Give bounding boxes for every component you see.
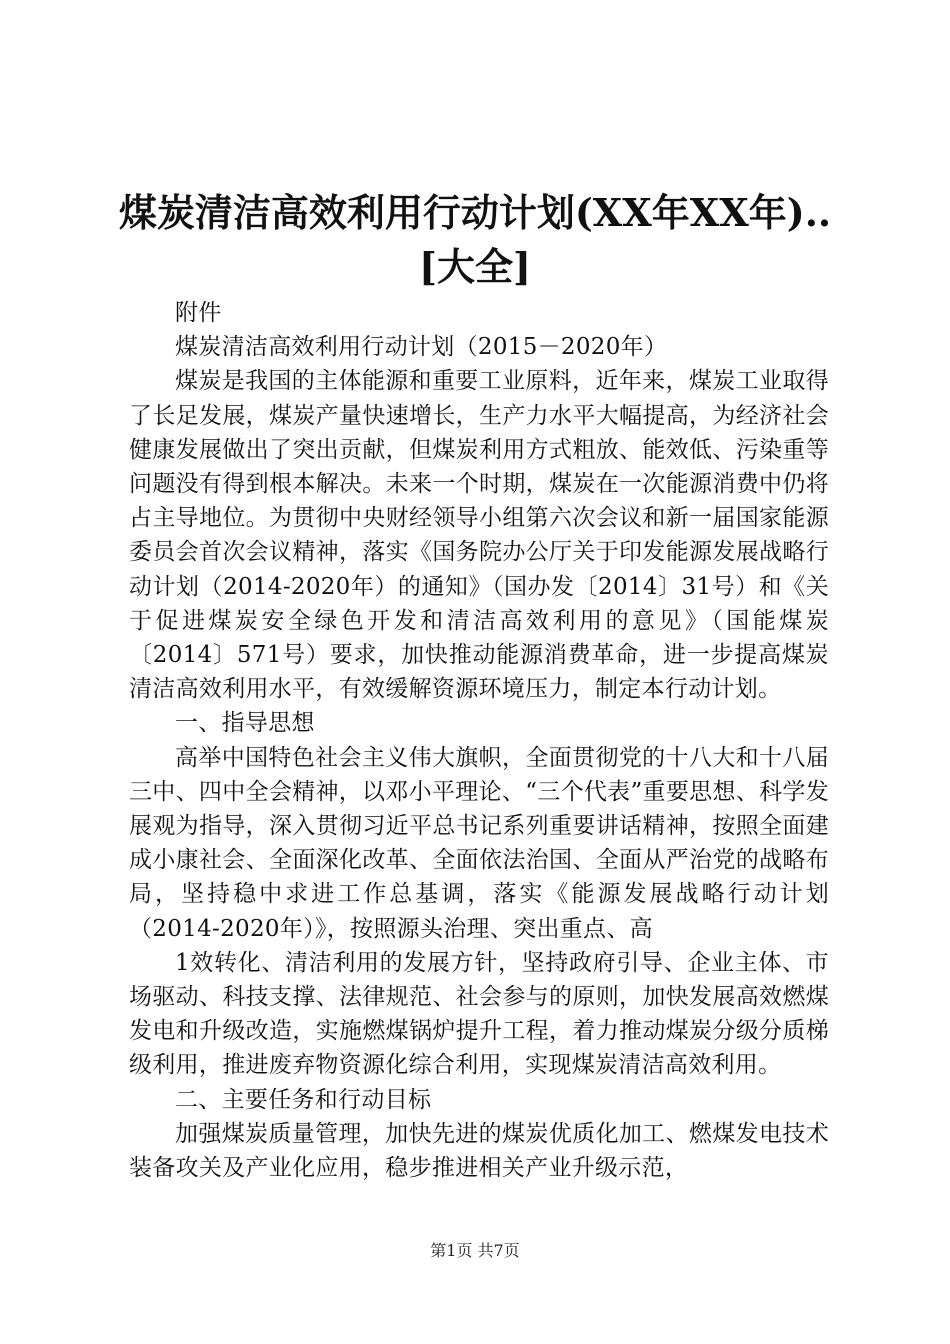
- paragraph-guiding-ideology-continued: 1效转化、清洁利用的发展方针，坚持政府引导、企业主体、市场驱动、科技支撑、法律规范、社会参与的原则，加快发展高效燃煤发电和升级改造，实施燃煤锅炉提升工程，着力推动煤炭分级分质梯级利用，推进废弃物资源化综合利用，实现煤炭清洁高效利用。: [129, 949, 829, 1079]
- paragraph-plan-title: 煤炭清洁高效利用行动计划（2015－2020年）: [175, 334, 668, 361]
- document-body: [129, 296, 829, 1185]
- section-heading-main-tasks: 二、主要任务和行动目标: [175, 1086, 432, 1113]
- paragraph-guiding-ideology: 高举中国特色社会主义伟大旗帜，全面贯彻党的十八大和十八届三中、四中全会精神，以邓小平理论、“三个代表”重要思想、科学发展观为指导，深入贯彻习近平总书记系列重要讲话精神，按照全面建成小康社会、全面深化改革、全面依法治国、全面从严治党的战略布局，坚持稳中求进工作总基调，落实《能源发展战略行动计划（2014-2020年）》，按照源头治理、突出重点、高: [129, 744, 829, 942]
- paragraph-main-tasks: 加强煤炭质量管理，加快先进的煤炭优质化加工、燃煤发电技术装备攻关及产业化应用，稳步推进相关产业升级示范，: [129, 1120, 829, 1182]
- page-footer: 第1页 共7页: [430, 1241, 520, 1260]
- section-heading-guiding-ideology: 一、指导思想: [175, 710, 315, 737]
- document-title: 煤炭清洁高效利用行动计划(XX年XX年)..[大全]: [118, 190, 832, 289]
- paragraph-introduction: 煤炭是我国的主体能源和重要工业原料，近年来，煤炭工业取得了长足发展，煤炭产量快速增长，生产力水平大幅提高，为经济社会健康发展做出了突出贡献，但煤炭利用方式粗放、能效低、污染重等问题没有得到根本解决。未来一个时期，煤炭在一次能源消费中仍将占主导地位。为贯彻中央财经领导小组第六次会议和新一届国家能源委员会首次会议精神，落实《国务院办公厅关于印发能源发展战略行动计划（2014-2020年）的通知》（国办发〔2014〕31号）和《关于促进煤炭安全绿色开发和清洁高效利用的意见》（国能煤炭〔2014〕571号）要求，加快推动能源消费革命，进一步提高煤炭清洁高效利用水平，有效缓解资源环境压力，制定本行动计划。: [129, 368, 829, 703]
- paragraph-attachment-label: 附件: [175, 300, 222, 326]
